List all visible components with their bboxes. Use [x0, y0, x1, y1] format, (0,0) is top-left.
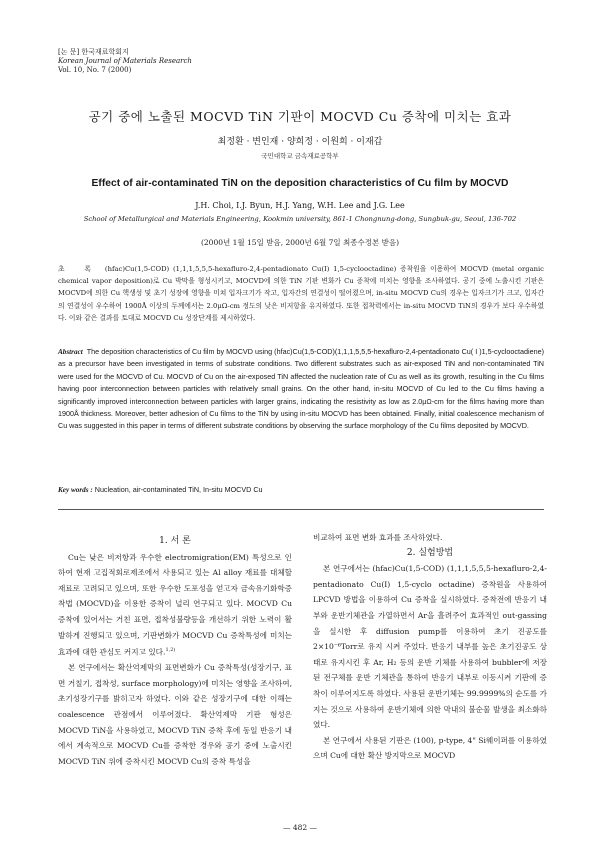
methods-paragraph-1: 본 연구에서는 (hfac)Cu(1,5-COD) (1,1,1,5,5,5-hexafluro-2,4-pentadionato Cu(I) 1,5-cyclo octadine) 증착원을 사용하여 LPCVD 방법을 이용하여 Cu 증착을 실시하였다. 증착전에 반응기 내부와 운반기체관을 가열하면서 Ar을 흘려주어 효과적인 out-gassing을 실시한 후 diffusion pump를 이용하여 초기 진공도를 2×10⁻⁶Torr로 유지 시켜 주었다. 반응기 내부를 높은 초기진공도 상태로 유지시킨 후 Ar, H₂ 등의 운반 기체를 사용하여 bubbler에 저장된 전구체를 운반 기체관을 통하여 반응기 내부로 이동시켜 기판에 증착이 이루어지도록 하였다. 사용된 운반기체는 99.9999%의 순도를 가지는 것으로 사용하여 운반기체에 의한 막내의 불순물 발생을 최소화하였다. — [313, 564, 547, 730]
body-column-left — [58, 530, 292, 769]
page-number: — 482 — — [282, 823, 318, 832]
section-divider — [58, 509, 544, 510]
keywords-label: Key words : — [58, 486, 93, 494]
journal-header — [58, 48, 192, 75]
journal-volume: Vol. 10, No. 7 (2000) — [58, 66, 132, 74]
intro-paragraph-end: 비교하여 표면 변화 효과를 조사하였다. — [313, 533, 443, 542]
received-dates: (2000년 1월 15일 받음, 2000년 6월 7일 최종수정본 받음) — [200, 238, 399, 247]
paper-title-en: Effect of air-contaminated TiN on the deposition characteristics of Cu film by MOCVD — [91, 178, 509, 189]
authors-en: J.H. Choi, I.J. Byun, H.J. Yang, W.H. Lee and J.G. Lee — [195, 201, 405, 210]
journal-name-ko: [논 문] 한국재료학회지 — [58, 48, 129, 56]
authors-ko: 최정환 · 변인재 · 양희정 · 이원희 · 이재갑 — [217, 137, 383, 147]
paper-title-ko: 공기 중에 노출된 MOCVD TiN 기판이 MOCVD Cu 증착에 미치는 효과 — [88, 109, 512, 124]
section-heading-methods: 2. 실험방법 — [406, 547, 454, 558]
methods-paragraph-2: 본 연구에서 사용된 기판은 (100), p-type, 4" Si웨이퍼를 이용하였으며 Cu에 대한 확산 방지막으로 MOCVD — [313, 735, 548, 761]
abstract-en — [58, 346, 544, 433]
affiliation-en: School of Metallurgical and Materials Engineering, Kookmin university, 861-1 Chongnung-dong, Sungbuk-gu, Seoul, 136-702 — [83, 215, 517, 223]
intro-paragraph-1 — [58, 550, 292, 661]
keywords-text: Nucleation, air-contaminated TiN, In-situ MOCVD Cu — [92, 485, 263, 494]
abstract-ko-text: (hfac)Cu(1,5-COD) (1,1,1,5,5,5-hexafluro-2,4-pentadionato Cu(I) 1,5-cyclooctadine) 증착원을 이용하여 MOCVD (metal organic chemical vapor deposition)로 Cu 박막을 형성시키고, MOCVD에 의한 TiN 기판 변화가 Cu 증착에 미치는 영향을 조사하였다. 공기 중에 노출시킨 기판은 MOCVD에 의한 Cu 핵생성 및 초기 성장에 영향을 미쳐 입자크기가 작고, 입자간의 연결성이 떨어졌으며, in-situ MOCVD Cu의 경우는 입자크기가 크고, 입자간의 연결성이 우수하여 1900Å 이상의 두께에서는 2.0μΩ-cm 정도의 낮은 비저항을 유지하였다. 또한 접착력에서는 in-situ MOCVD TiN의 경우가 보다 우수하였다. 이와 같은 결과를 토대로 MOCVD Cu 성장단계를 제시하였다. — [58, 265, 544, 322]
intro-paragraph-1-text: Cu는 낮은 비저항과 우수한 electromigration(EM) 특성으로 인하여 현재 고집적회로제조에서 사용되고 있는 Al alloy 재료를 대체할 재료로 고려되고 있으며, 또한 우수한 도포성을 얻고자 금속유기화학증착법 (MOCVD)을 이용한 증착이 널리 연구되고 있다. MOCVD Cu 증착에 있어서는 거친 표면, 접착성불량등을 개선하기 위한 노력이 활발하게 진행되고 있으며, 기판변화가 MOCVD Cu 증착특성에 미치는 효과에 대한 관심도 커지고 있다. — [58, 552, 292, 657]
intro-paragraph-2: 본 연구에서는 확산억제막의 표면변화가 Cu 증착특성(성장기구, 표면 거칠기, 접착성, surface morphology)에 미치는 영향을 조사하여, 초기성장기구를 밝히고자 하였다. 이와 같은 성장기구에 대한 이해는 coalescence 관점에서 이루어졌다. 확산억제막 기판 형성은 MOCVD TiN을 사용하였고, MOCVD TiN 증착 후에 동일 반응기 내에서 계속적으로 MOCVD Cu를 증착한 경우와 공기 중에 노출시킨 MOCVD TiN 위에 증착시킨 MOCVD Cu의 증착 특성을 — [58, 663, 292, 766]
abstract-ko-label: 초 록 — [58, 265, 99, 273]
section-heading-introduction: 1. 서 론 — [159, 536, 191, 546]
abstract-en-label: Abstract — [58, 348, 83, 356]
citation-ref: 1,2) — [165, 647, 176, 654]
journal-name-en: Korean Journal of Materials Research — [58, 57, 192, 65]
affiliation-ko: 국민대학교 금속재료공학부 — [261, 152, 339, 160]
abstract-en-text: The deposition characteristics of Cu film by MOCVD using (hfac)Cu(1,5-COD)(1,1,1,5,5,5-hexafluro-2,4-pentadionato Cu( I )1,5-cyclooctadiene) as a precursor have been investigated in terms of substrate conditions. Two different substrates such as air-exposed TiN and non-contaminated TiN were used for the MOCVD of Cu. MOCVD of Cu on the air-exposed TiN affected the nucleation rate of Cu as well as its growth, resulting in the Cu films having poor interconnection between particles with relatively small grains. On the other hand, in-situ MOCVD of Cu led to the Cu films having a significantly improved interconnection between particles with larger grains, indicating the resistivity as low as 2.0μΩ-cm for the films having more than 1900Å thickness. Moreover, better adhesion of Cu films to the TiN by using in-situ MOCVD has been obtained. Finally, initial coalescence mechanism of Cu was suggested in this paper in terms of different substrate conditions by observing the surface morphology of the Cu films deposited by MOCVD. — [58, 347, 544, 431]
keywords — [58, 485, 544, 494]
body-column-right — [313, 530, 547, 764]
abstract-ko — [58, 263, 544, 324]
